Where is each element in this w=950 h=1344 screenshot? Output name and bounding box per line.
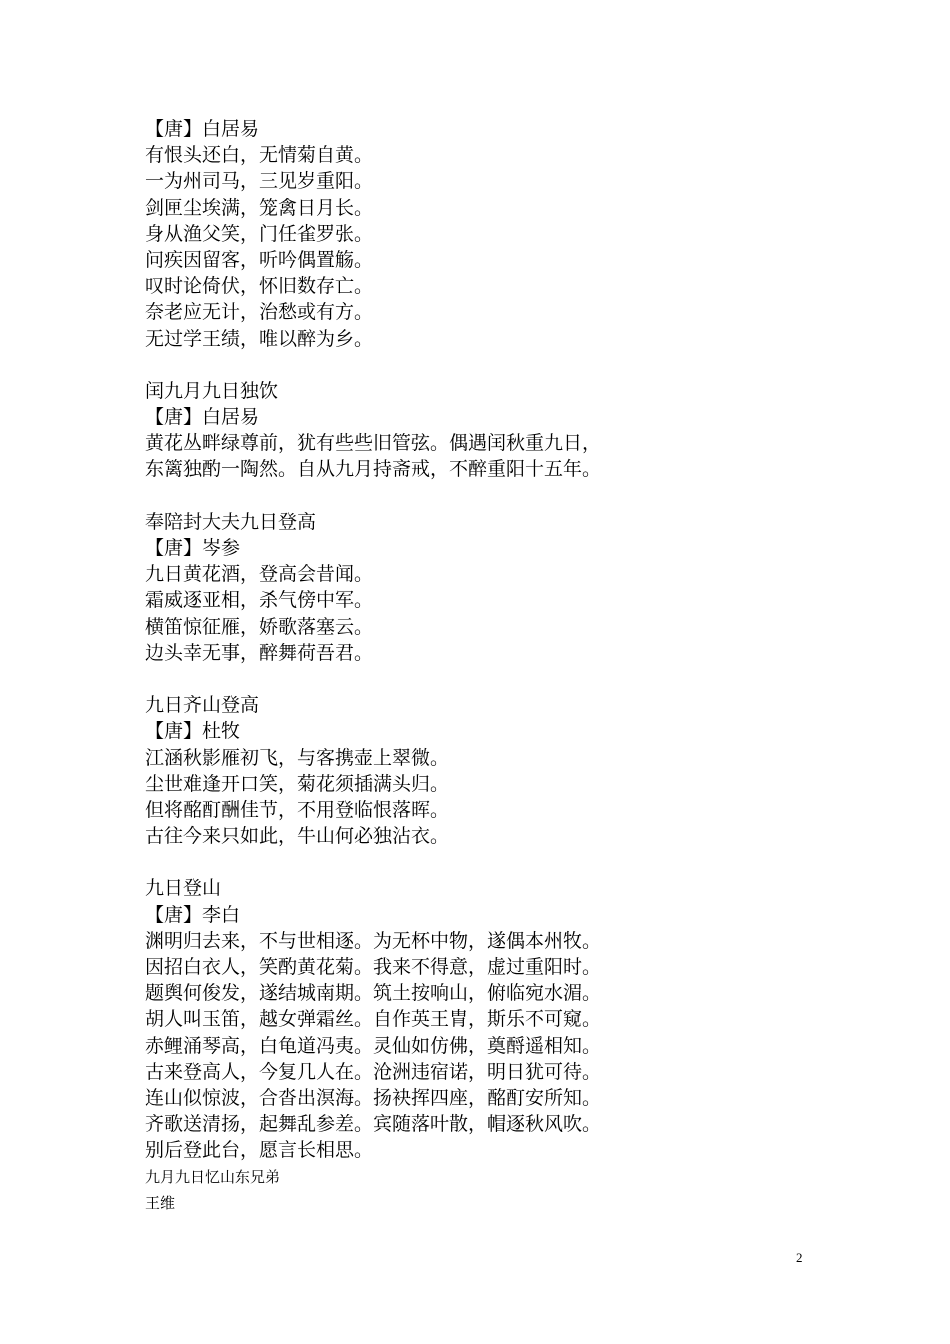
- paragraph-spacer: [145, 849, 865, 875]
- poem-line: 九日黄花酒，登高会昔闻。: [145, 563, 374, 586]
- poem-line: 横笛惊征雁，娇歌落塞云。: [145, 615, 374, 638]
- poem-line: 叹时论倚伏，怀旧数存亡。: [145, 275, 374, 298]
- poem-block: [145, 692, 865, 849]
- poem-line: 但将酩酊酬佳节，不用登临恨落晖。: [145, 798, 450, 821]
- poem-line: 江涵秋影雁初飞，与客携壶上翠微。: [145, 746, 450, 769]
- poem-line: 剑匣尘埃满，笼禽日月长。: [145, 196, 374, 219]
- poem-line: 胡人叫玉笛，越女弹霜丝。自作英王胄，斯乐不可窥。: [145, 1008, 602, 1031]
- poem-line: 连山似惊波，合沓出溟海。扬袂挥四座，酩酊安所知。: [145, 1086, 602, 1109]
- poem-line: 奈老应无计，治愁或有方。: [145, 301, 374, 324]
- poem-title: 九月九日忆山东兄弟: [145, 1167, 281, 1186]
- poem-line: 渊明归去来，不与世相逐。为无杯中物，遂偶本州牧。: [145, 929, 602, 952]
- poem-block: [145, 378, 865, 483]
- poem-line: 身从渔父笑，门任雀罗张。: [145, 222, 374, 245]
- poem-line: 齐歌送清扬，起舞乱参差。宾随落叶散，帽逐秋风吹。: [145, 1113, 602, 1136]
- poem-line: 无过学王绩，唯以醉为乡。: [145, 327, 374, 350]
- document-body: [145, 116, 865, 1216]
- poem-title: 九日登山: [145, 877, 222, 900]
- poem-author: 【唐】杜牧: [145, 720, 241, 743]
- poem-author: 【唐】白居易: [145, 118, 260, 140]
- trailing-block: [145, 1164, 865, 1216]
- poem-author: 【唐】白居易: [145, 406, 260, 429]
- poem-block: [145, 116, 865, 352]
- poem-line: 古往今来只如此，牛山何必独沾衣。: [145, 825, 450, 848]
- poem-author: 【唐】岑参: [145, 537, 241, 559]
- paragraph-spacer: [145, 483, 865, 509]
- paragraph-spacer: [145, 352, 865, 378]
- paragraph-spacer: [145, 666, 865, 692]
- poem-title: 奉陪封大夫九日登高: [145, 510, 317, 533]
- poem-line: 霜威逐亚相，杀气傍中军。: [145, 589, 374, 612]
- poem-author: 王维: [145, 1193, 176, 1212]
- poem-block: [145, 875, 865, 1163]
- poem-title: 九日齐山登高: [145, 694, 260, 717]
- poem-line: 东篱独酌一陶然。自从九月持斋戒，不醉重阳十五年。: [145, 458, 602, 481]
- page-number: 2: [796, 1250, 803, 1265]
- poem-line: 赤鲤涌琴高，白龟道冯夷。灵仙如仿佛，奠酹遥相知。: [145, 1034, 602, 1057]
- poem-author: 【唐】李白: [145, 903, 241, 926]
- poem-title: 闰九月九日独饮: [145, 379, 279, 402]
- poem-line: 一为州司马，三见岁重阳。: [145, 170, 374, 193]
- poem-line: 黄花丛畔绿尊前，犹有些些旧管弦。偶遇闰秋重九日，: [145, 432, 602, 455]
- poem-line: 尘世难逢开口笑，菊花须插满头归。: [145, 772, 450, 795]
- poem-line: 因招白衣人，笑酌黄花菊。我来不得意，虚过重阳时。: [145, 956, 602, 978]
- poem-line: 边头幸无事，醉舞荷吾君。: [145, 641, 374, 664]
- poem-line: 题舆何俊发，遂结城南期。筑土按响山，俯临宛水湄。: [145, 982, 602, 1005]
- poem-line: 别后登此台，愿言长相思。: [145, 1139, 374, 1162]
- poem-block: [145, 509, 865, 666]
- poem-line: 古来登高人，今复几人在。沧洲违宿诺，明日犹可待。: [145, 1060, 602, 1083]
- poem-line: 问疾因留客，听吟偶置觞。: [145, 248, 374, 271]
- poem-line: 有恨头还白，无情菊自黄。: [145, 144, 374, 167]
